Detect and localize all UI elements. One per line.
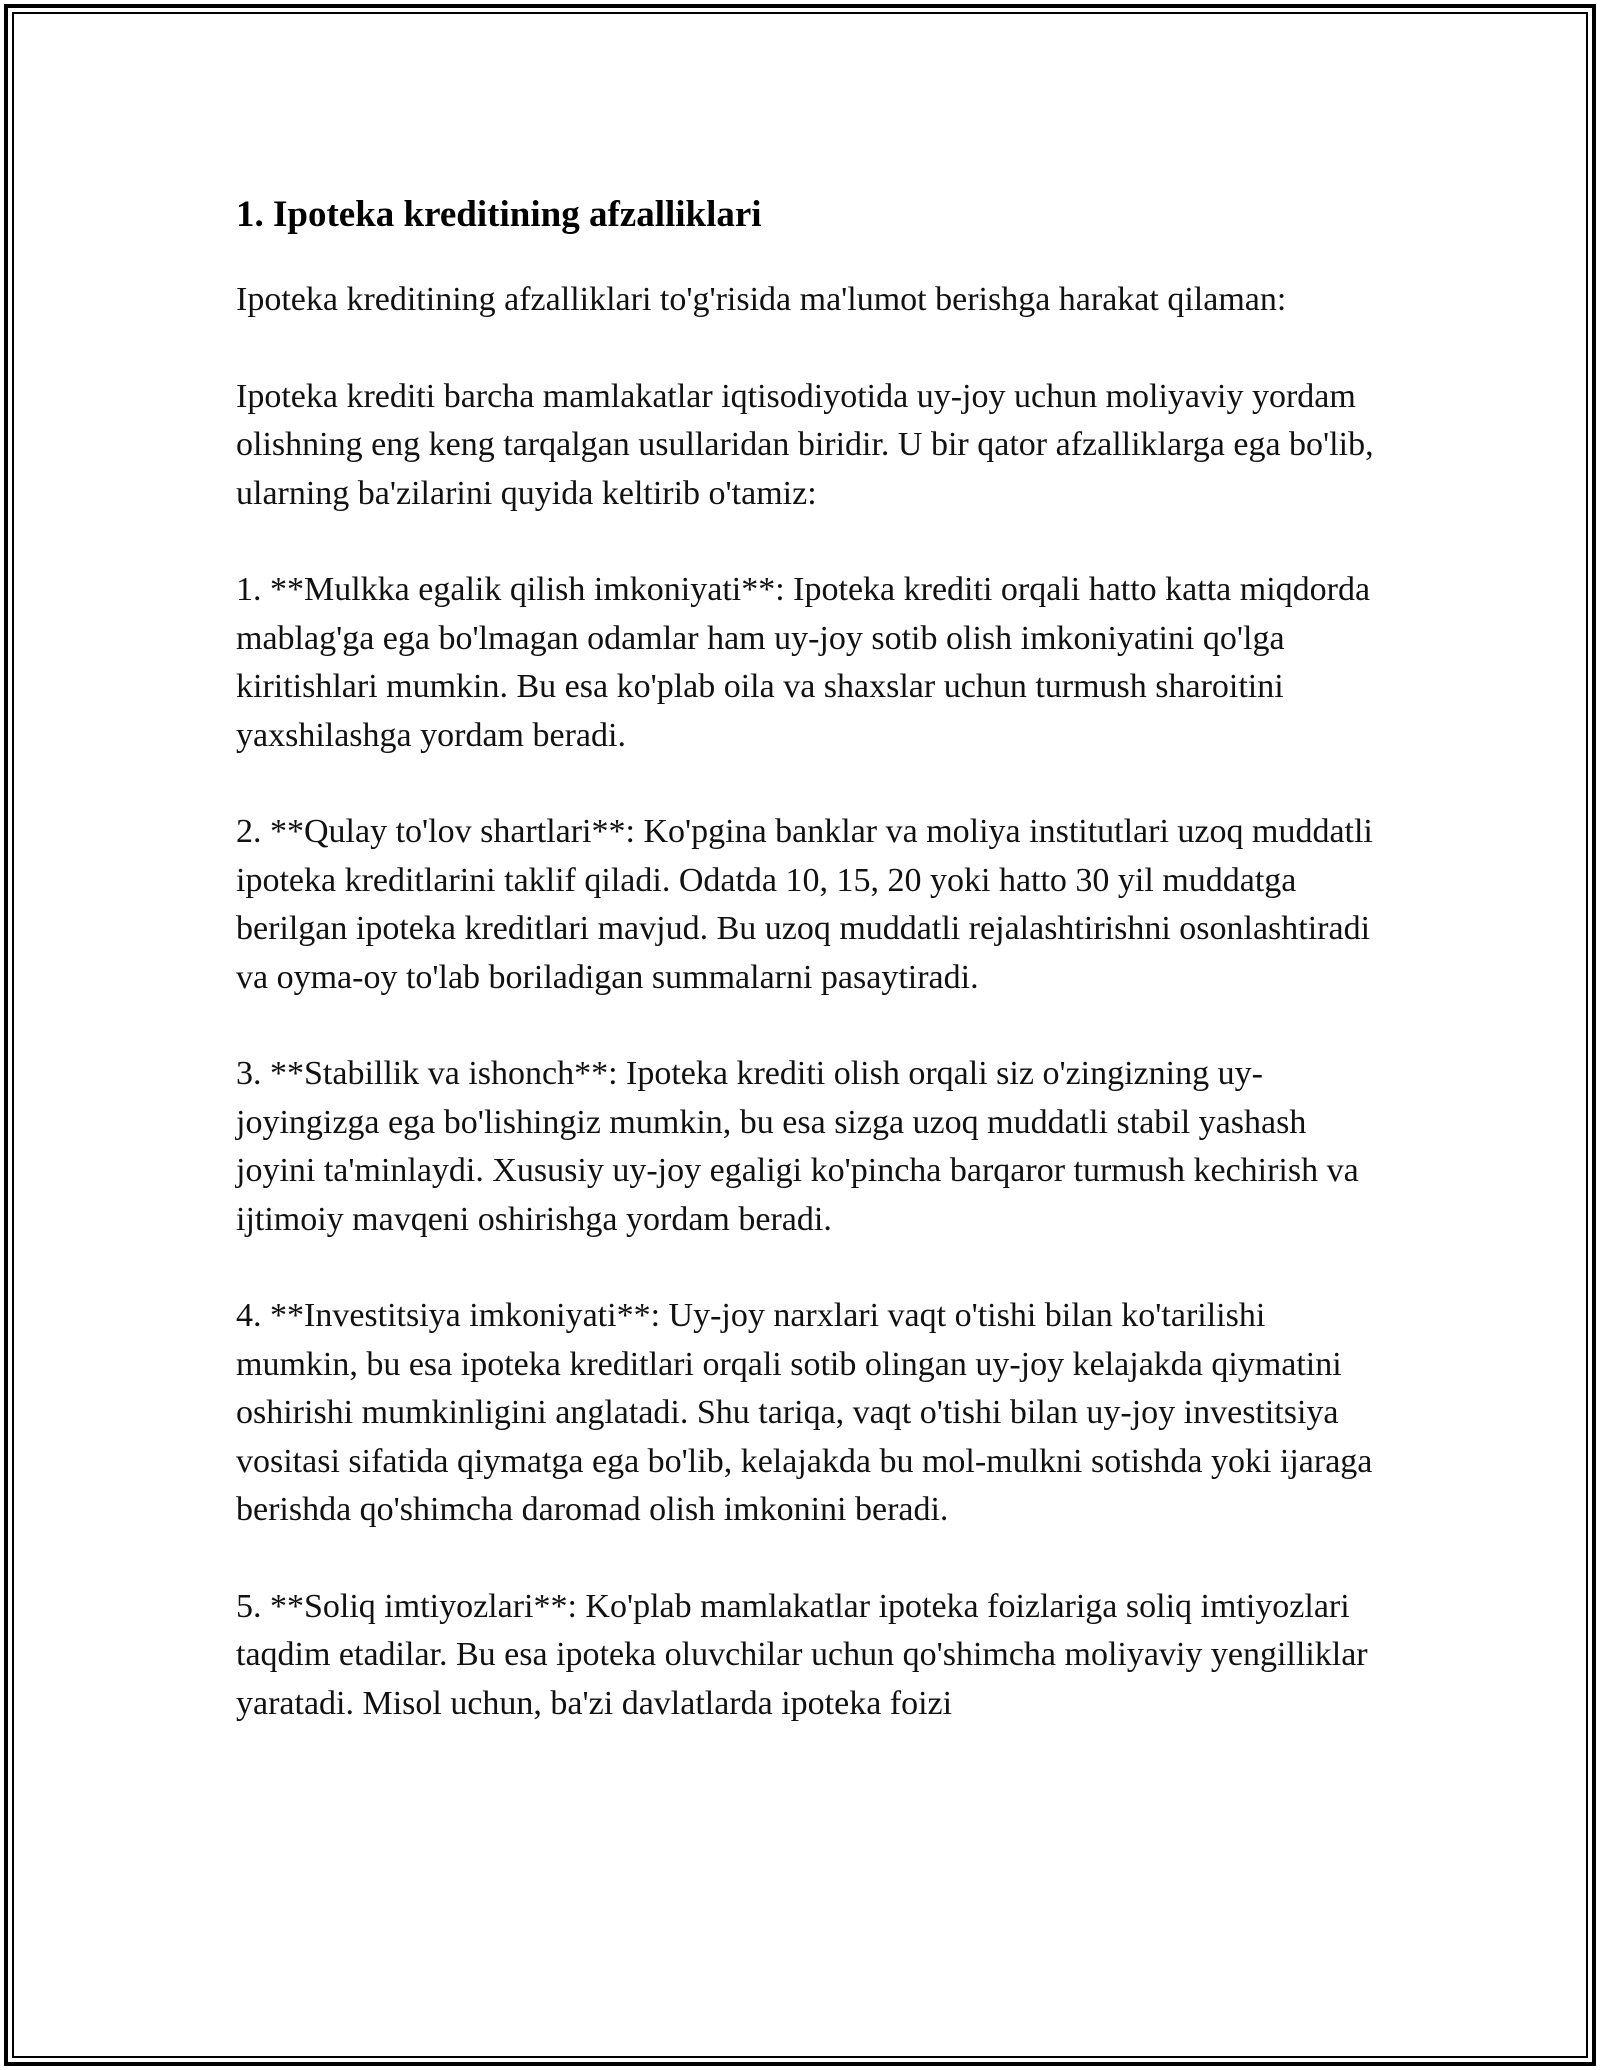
section-heading: 1. Ipoteka kreditining afzalliklari [236, 194, 762, 235]
overview-paragraph: Ipoteka krediti barcha mamlakatlar iqtisodiyotida uy-joy uchun moliyaviy yordam olishning eng keng tarqalgan usullaridan biridir. U bir qator afzalliklarga ega bo'lib, ularning ba'zilarini quyida keltirib o'tamiz: [236, 377, 1374, 512]
list-item-payment-terms: 2. **Qulay to'lov shartlari**: Ko'pgina banklar va moliya institutlari uzoq muddatli ipoteka kreditlarini taklif qiladi. Odatda 10, 15, 20 yoki hatto 30 yil muddatga berilgan ipoteka kreditlari mavjud. Bu uzoq muddatli rejalashtirishni osonlashtiradi va oyma-oy to'lab boriladigan summalarni pasaytiradi. [236, 813, 1373, 996]
list-item-investment: 4. **Investitsiya imkoniyati**: Uy-joy narxlari vaqt o'tishi bilan ko'tarilishi mumkin, bu esa ipoteka kreditlari orqali sotib olingan uy-joy kelajakda qiymatini oshirishi mumkinligini anglatadi. Shu tariqa, vaqt o'tishi bilan uy-joy investitsiya vositasi sifatida qiymatga ega bo'lib, kelajakda bu mol-mulkni sotishda yoki ijaraga berishda qo'shimcha daromad olish imkonini beradi. [236, 1297, 1373, 1528]
list-item-ownership: 1. **Mulkka egalik qilish imkoniyati**: Ipoteka krediti orqali hatto katta miqdorda mablag'ga ega bo'lmagan odamlar ham uy-joy sotib olish imkoniyatini qo'lga kiritishlari mumkin. Bu esa ko'plab oila va shaxslar uchun turmush sharoitini yaxshilashga yordam beradi. [236, 571, 1371, 754]
list-item-tax-benefits: 5. **Soliq imtiyozlari**: Ko'plab mamlakatlar ipoteka foizlariga soliq imtiyozlari taqdim etadilar. Bu esa ipoteka oluvchilar uchun qo'shimcha moliyaviy yengilliklar yaratadi. Misol uchun, ba'zi davlatlarda ipoteka foizi [236, 1587, 1368, 1722]
intro-paragraph: Ipoteka kreditining afzalliklari to'g'risida ma'lumot berishga harakat qilaman: [236, 281, 1287, 318]
list-item-stability: 3. **Stabillik va ishonch**: Ipoteka krediti olish orqali siz o'zingizning uy-joyingizga ega bo'lishingiz mumkin, bu esa sizga uzoq muddatli stabil yashash joyini ta'minlaydi. Xususiy uy-joy egaligi ko'pincha barqaror turmush kechirish va ijtimoiy mavqeni oshirishga yordam beradi. [236, 1055, 1359, 1238]
document-body [236, 184, 1376, 1776]
